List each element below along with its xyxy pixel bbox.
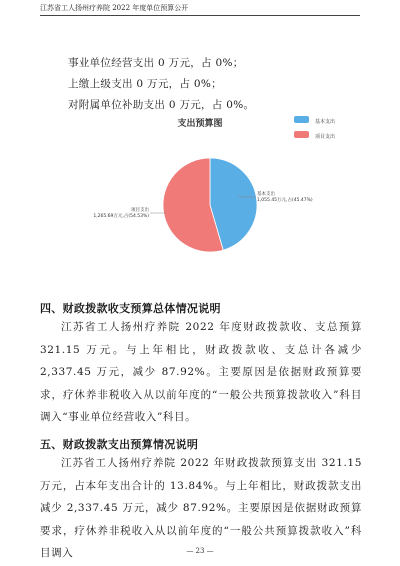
page-header: 江苏省工人扬州疗养院 2022 年度单位预算公开: [40, 4, 189, 12]
section-5-heading: 五、财政拨款支出预算情况说明: [40, 438, 199, 451]
slice-value-project: 1,265.69万元,占(54.53%): [93, 214, 149, 219]
legend-swatch-project: [294, 131, 309, 138]
chart-legend: [294, 116, 335, 140]
slice-category-basic: 基本支出: [257, 192, 275, 197]
section-4-paragraph: 江苏省工人扬州疗养院 2022 年度财政拨款收、支总预算 321.15 万元。与上年相比，财政拨款收、支总计各减少 2,337.45 万元，减少 87.92%。主要原因是依据财政预算要求，疗休养非税收入从以前年度的“一般公共预算拨款收入”科目调入“事业单位经营收入”科目。: [40, 321, 362, 424]
page-number: — 23 —: [186, 547, 214, 555]
legend-label-basic: 基本支出: [315, 119, 336, 125]
header-rule: [40, 15, 360, 16]
text-line-subsidy-expense: 对附属单位补助支出 0 万元，占 0%。: [68, 99, 255, 111]
expenditure-pie-chart: [60, 110, 360, 280]
legend-label-project: 项目支出: [315, 134, 336, 140]
slice-value-basic: 1,055.45万元,占(45.47%): [257, 198, 313, 203]
chart-title: 支出预算图: [177, 119, 223, 129]
section-4-heading: 四、财政拨款收支预算总体情况说明: [40, 302, 221, 315]
text-line-business-expense: 事业单位经营支出 0 万元，占 0%；: [68, 57, 244, 69]
text-line-superior-expense: 上缴上级支出 0 万元，占 0%；: [68, 78, 222, 90]
section-5-paragraph: 江苏省工人扬州疗养院 2022 年财政拨款预算支出 321.15 万元，占本年支出合计的 13.84%。与上年相比，财政拨款支出减少 2,337.45 万元，减少 87.92%。主要原因是依据财政预算要求，疗休养非税收入从以前年度的“一般公共预算拨款收入”科目调入: [40, 457, 362, 560]
slice-category-project: 项目支出: [131, 208, 149, 213]
legend-swatch-basic: [294, 116, 309, 123]
